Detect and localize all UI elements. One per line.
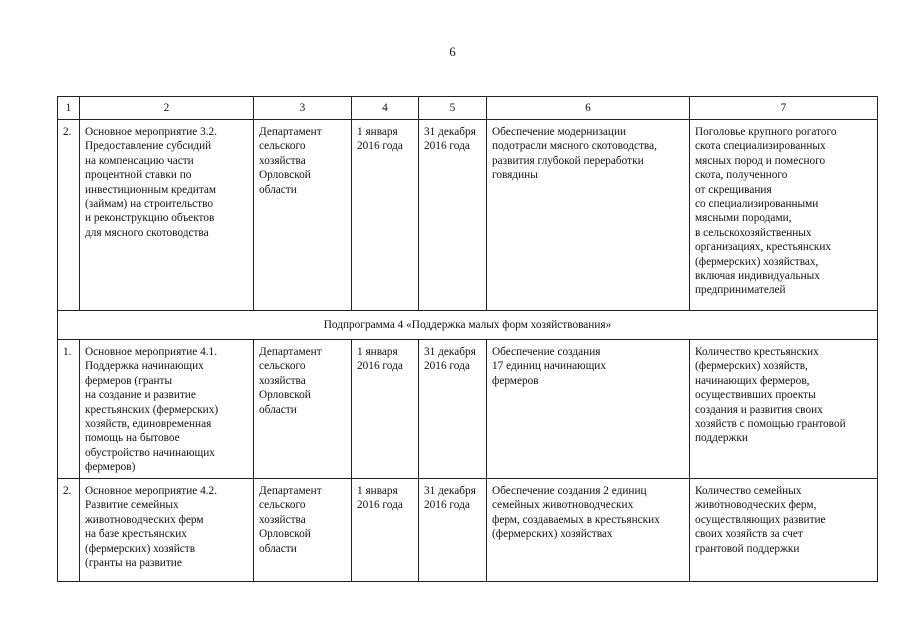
header-cell: 4 — [352, 97, 419, 120]
table-row — [58, 479, 878, 582]
expected-result: Обеспечение создания 2 единиц семейных животноводческих ферм, создаваемых в крестьянских (фермерских) хозяйствах — [487, 479, 690, 582]
header-cell: 7 — [690, 97, 878, 120]
measure-name: Основное мероприятие 4.2. Развитие семейных животноводческих ферм на базе крестьянских (фермерских) хозяйств (гранты на развитие — [80, 479, 254, 582]
measure-name: Основное мероприятие 3.2. Предоставление субсидий на компенсацию части процентной ставки по инвестиционным кредитам (займам) на строительство и реконструкцию объектов для мясного скотоводства — [80, 120, 254, 311]
header-cell: 3 — [254, 97, 352, 120]
start-date: 1 января 2016 года — [352, 479, 419, 582]
row-number: 2. — [58, 479, 80, 582]
indicator: Поголовье крупного рогатого скота специализированных мясных пород и помесного скота, полученного от скрещивания со специализированными мясными породами, в сельскохозяйственных организациях, крестьянских (фермерских) хозяйствах, включая индивидуальных предпринимателей — [690, 120, 878, 311]
executor: Департамент сельского хозяйства Орловской области — [254, 340, 352, 479]
header-cell: 6 — [487, 97, 690, 120]
start-date: 1 января 2016 года — [352, 120, 419, 311]
executor: Департамент сельского хозяйства Орловской области — [254, 120, 352, 311]
executor: Департамент сельского хозяйства Орловской области — [254, 479, 352, 582]
end-date: 31 декабря 2016 года — [419, 120, 487, 311]
expected-result: Обеспечение модернизации подотрасли мясного скотоводства, развития глубокой переработки говядины — [487, 120, 690, 311]
page-number: 6 — [449, 44, 456, 59]
subprogram-title: Подпрограмма 4 «Поддержка малых форм хозяйствования» — [58, 311, 878, 340]
header-cell: 2 — [80, 97, 254, 120]
subprogram-row — [58, 311, 878, 340]
row-number: 2. — [58, 120, 80, 311]
end-date: 31 декабря 2016 года — [419, 340, 487, 479]
indicator: Количество семейных животноводческих ферм, осуществляющих развитие своих хозяйств за счет грантовой поддержки — [690, 479, 878, 582]
header-cell: 1 — [58, 97, 80, 120]
header-cell: 5 — [419, 97, 487, 120]
start-date: 1 января 2016 года — [352, 340, 419, 479]
indicator: Количество крестьянских (фермерских) хозяйств, начинающих фермеров, осуществивших проекты создания и развития своих хозяйств с помощью грантовой поддержки — [690, 340, 878, 479]
header-row — [58, 97, 878, 120]
expected-result: Обеспечение создания 17 единиц начинающих фермеров — [487, 340, 690, 479]
program-table — [57, 96, 878, 582]
row-number: 1. — [58, 340, 80, 479]
end-date: 31 декабря 2016 года — [419, 479, 487, 582]
table-row — [58, 340, 878, 479]
measure-name: Основное мероприятие 4.1. Поддержка начинающих фермеров (гранты на создание и развитие крестьянских (фермерских) хозяйств, единовременная помощь на бытовое обустройство начинающих фермеров) — [80, 340, 254, 479]
table-row — [58, 120, 878, 311]
